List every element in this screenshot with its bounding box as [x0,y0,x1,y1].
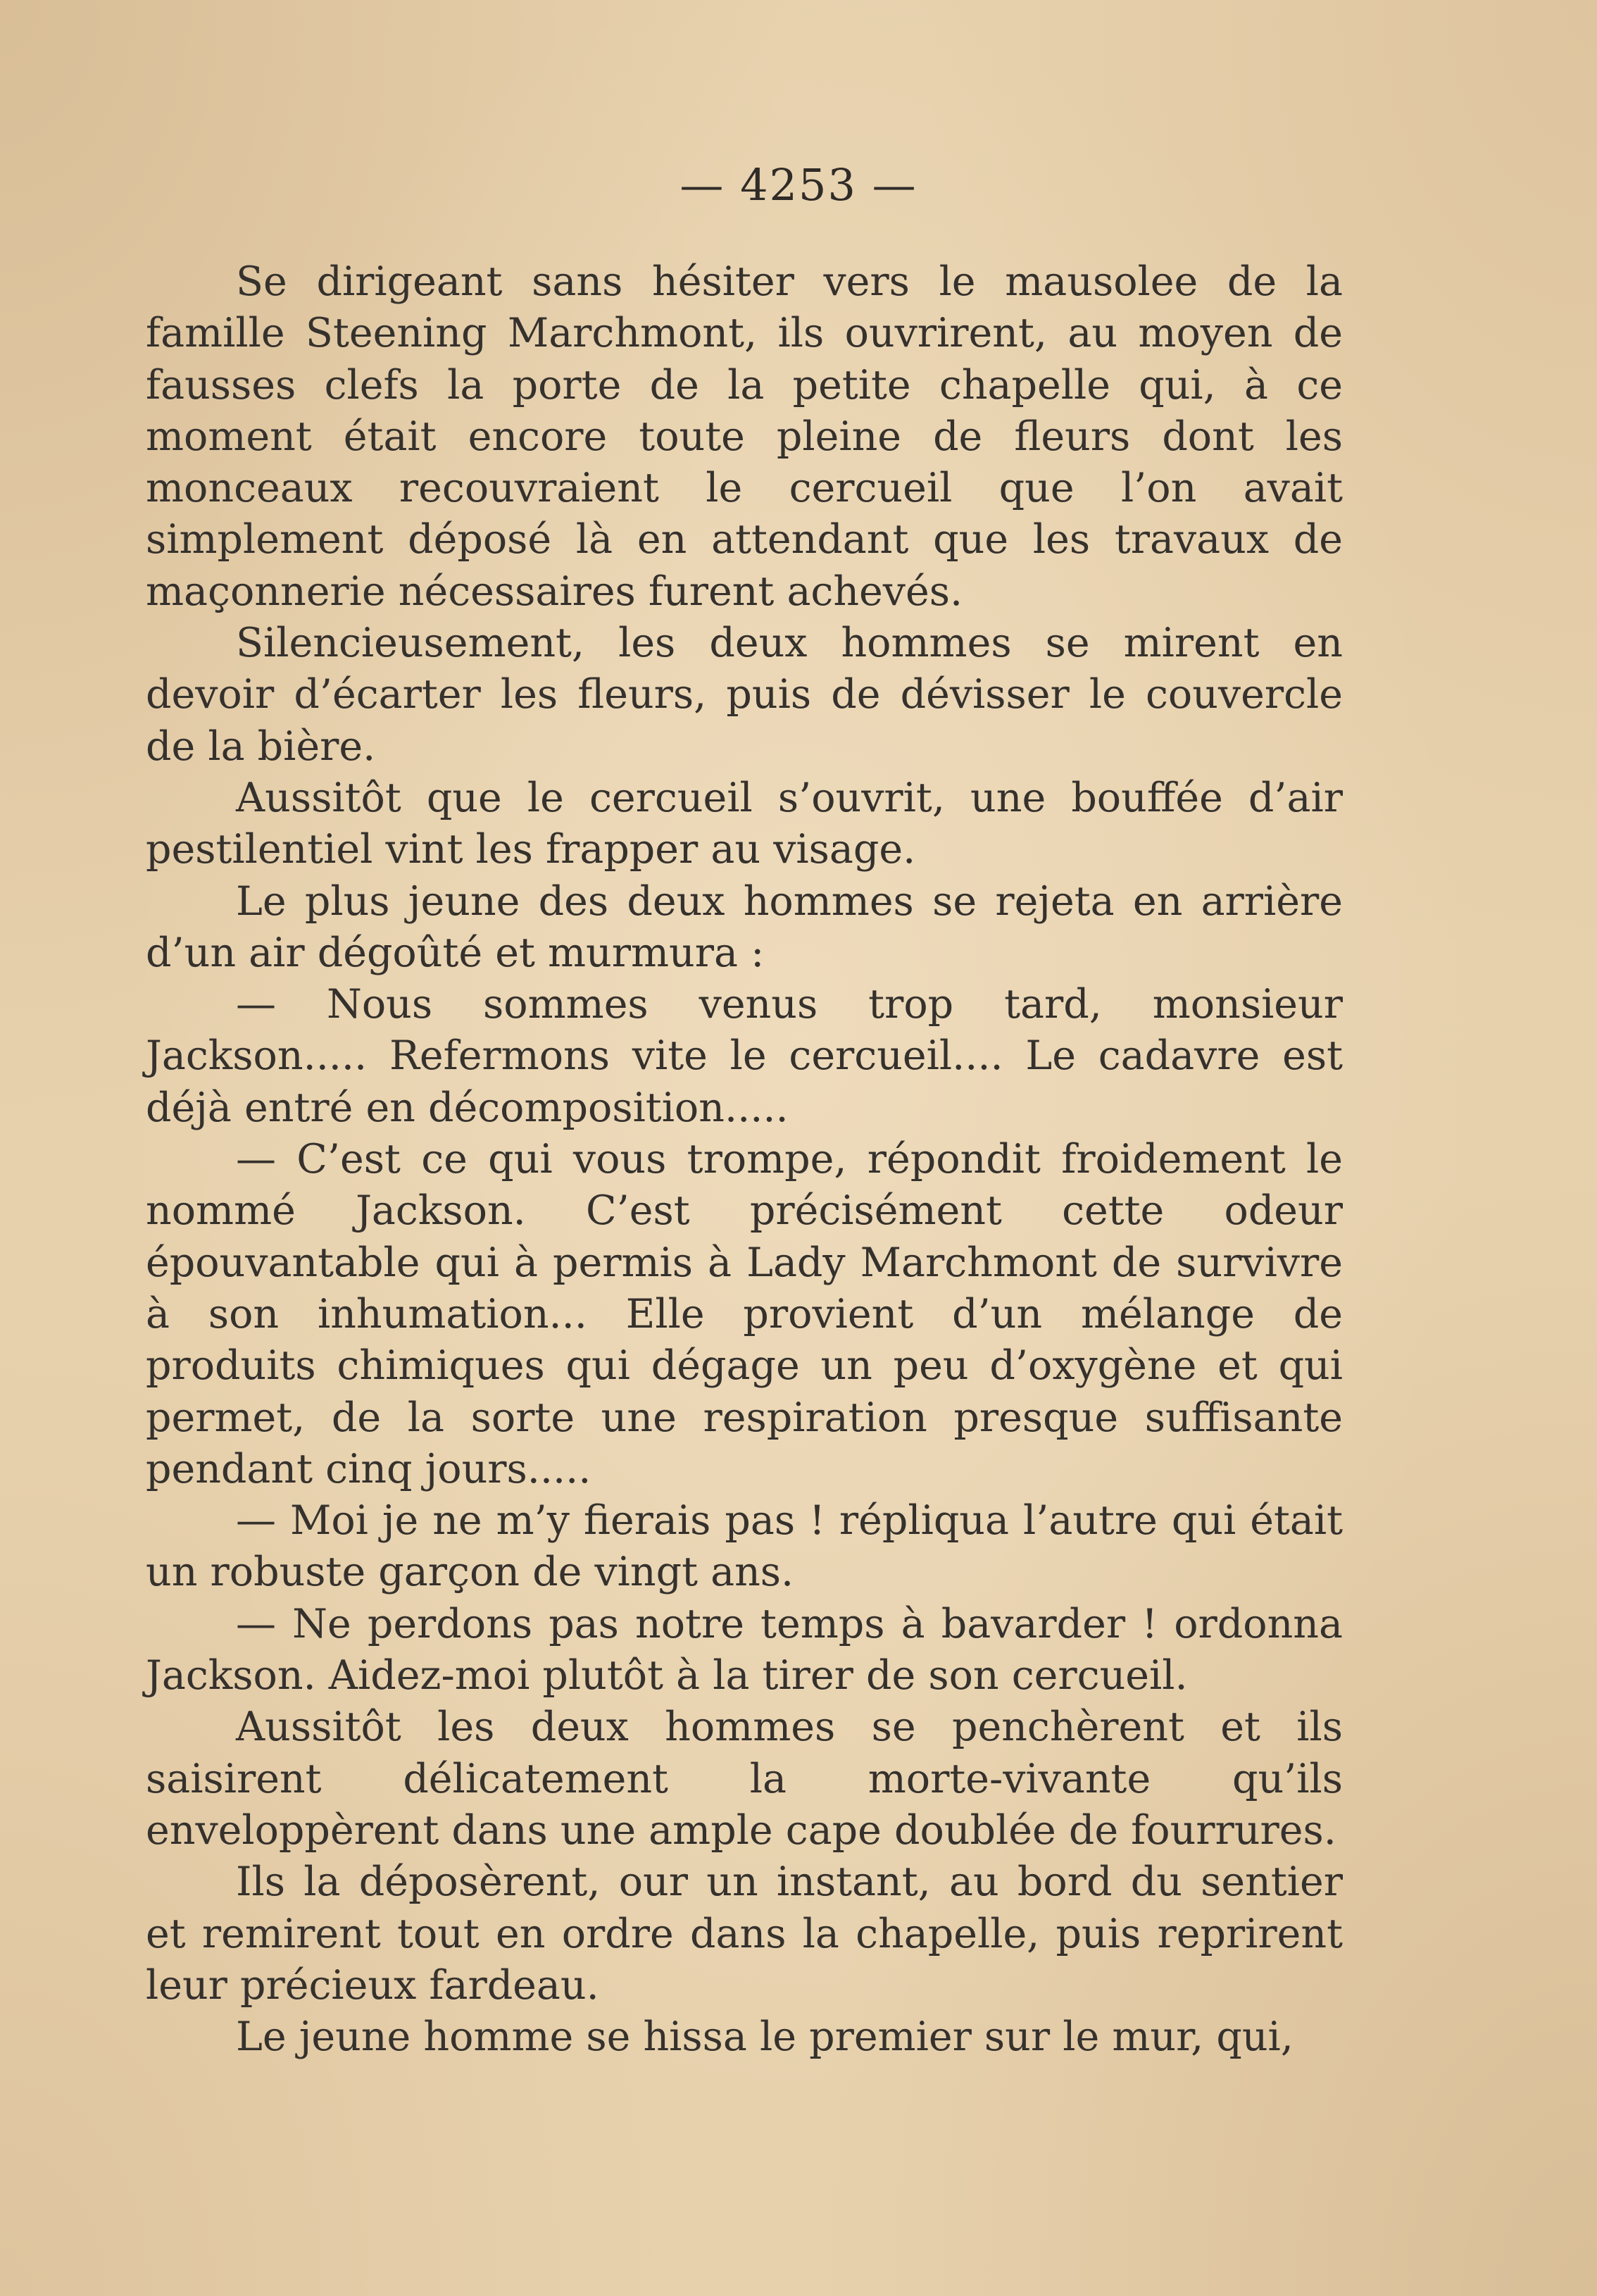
dialogue-paragraph: — Nous sommes venus trop tard, monsieur Jackson..... Refermons vite le cercueil.... Le cadavre est déjà entré en décomposition..... [146,981,1343,1131]
body-text [146,256,1343,2063]
paragraph: Le plus jeune des deux hommes se rejeta en arrière d’un air dégoûté et murmura : [146,878,1343,976]
paragraph: Ils la déposèrent, our un instant, au bord du sentier et remirent tout en ordre dans la chapelle, puis reprirent leur précieux fardeau. [146,1859,1343,2009]
paragraph: Le jeune homme se hissa le premier sur le mur, qui, [236,2014,1294,2061]
dialogue-paragraph: — C’est ce qui vous trompe, répondit froidement le nommé Jackson. C’est précisément cette odeur épouvantable qui à permis à Lady Marchmont de survivre à son inhumation... Elle provient d’un mélange de produits chimiques qui dégage un peu d’oxygène et qui permet, de la sorte une respiration presque suffisante pendant cinq jours..... [146,1136,1343,1492]
dialogue-paragraph: — Moi je ne m’y fierais pas ! répliqua l’autre qui était un robuste garçon de vingt ans. [146,1497,1343,1596]
dialogue-paragraph: — Ne perdons pas notre temps à bavarder ! ordonna Jackson. Aidez-moi plutôt à la tirer de son cercueil. [146,1600,1343,1699]
paragraph: Silencieusement, les deux hommes se mirent en devoir d’écarter les fleurs, puis de dévisser le couvercle de la bière. [146,620,1343,770]
paragraph: Aussitôt les deux hommes se penchèrent et ils saisirent délicatement la morte-vivante qu’ils enveloppèrent dans une ample cape doublée de fourrures. [146,1704,1343,1854]
paragraph: Se dirigeant sans hésiter vers le mausolee de la famille Steening Marchmont, ils ouvrirent, au moyen de fausses clefs la porte de la petite chapelle qui, à ce moment était encore toute pleine de fleurs dont les monceaux recouvraient le cercueil que l’on avait simplement déposé là en attendant que les travaux de maçonnerie nécessaires furent achevés. [146,258,1343,615]
page-number: — 4253 — [679,159,918,211]
paragraph: Aussitôt que le cercueil s’ouvrit, une bouffée d’air pestilentiel vint les frapper au visage. [146,774,1343,873]
